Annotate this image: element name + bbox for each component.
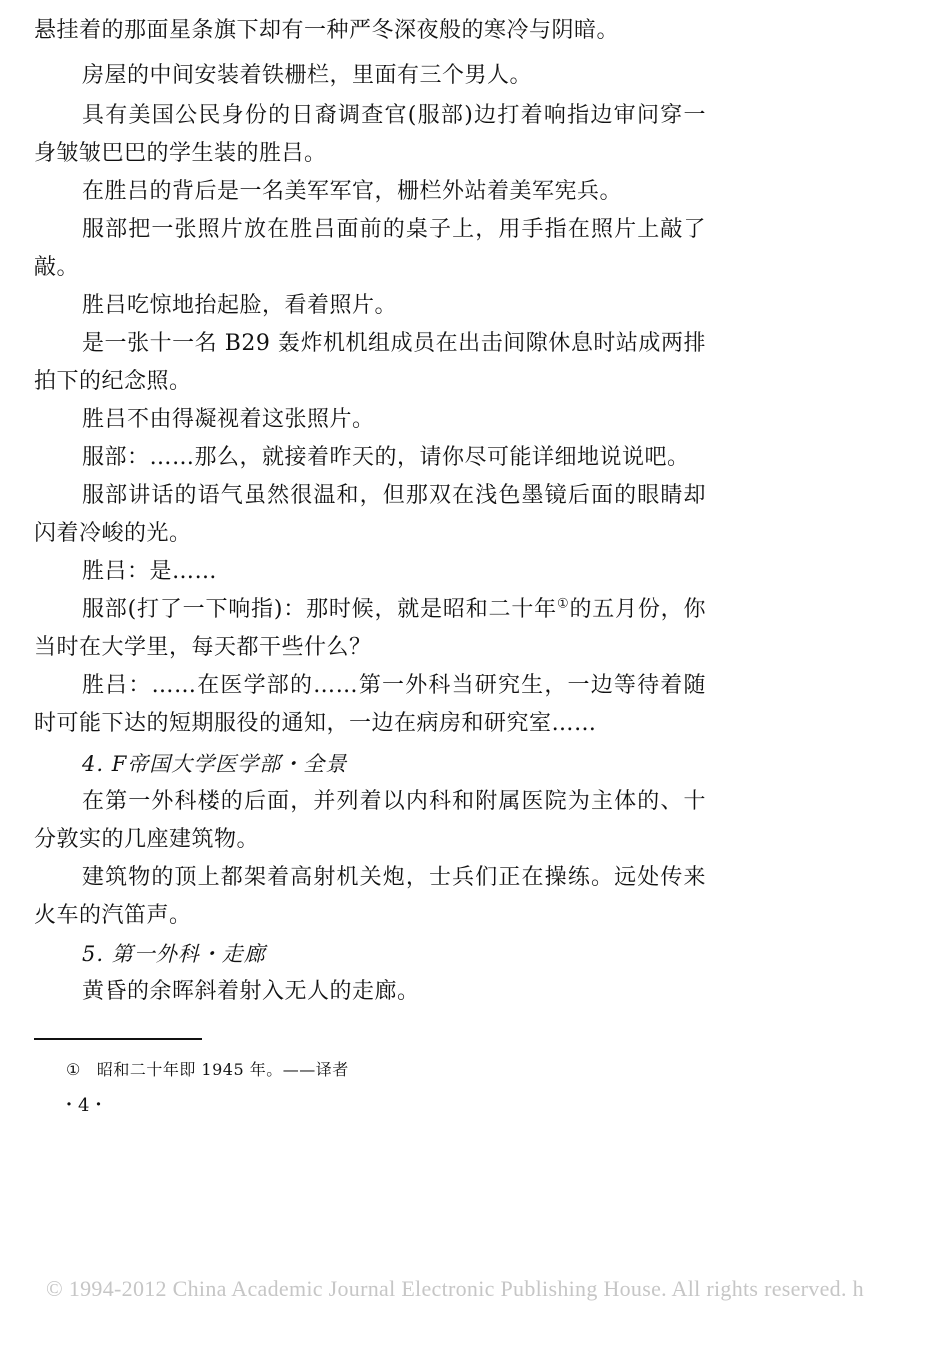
paragraph-suguro-yes: 胜吕：是…… [82,559,218,584]
paragraph-antiaircraft: 建筑物的顶上都架着高射机关炮，士兵们正在操练。远处传来火车的汽笛声。 [34,865,706,928]
footnote-mark: ① [66,1060,81,1079]
paragraph-hattori-line2-before: 服部(打了一下响指)：那时候，就是昭和二十年 [82,597,557,622]
paragraph-b29-photo: 是一张十一名 B29 轰炸机机组成员在出击间隙休息时站成两排拍下的纪念照。 [34,331,706,394]
paragraph-hattori-line1: 服部：……那么，就接着昨天的，请你尽可能详细地说说吧。 [82,445,690,470]
paragraph-looks-up: 胜吕吃惊地抬起脸，看着照片。 [82,293,398,318]
footnote-reference-mark: ① [556,596,570,612]
scene-heading-5: 5. 第一外科・走廊 [82,942,266,966]
paragraph-hattori-tone: 服部讲话的语气虽然很温和，但那双在浅色墨镜后面的眼睛却闪着冷峻的光。 [34,483,706,546]
copyright-watermark: © 1994-2012 China Academic Journal Electronic Publishing House. All rights reserved. h [46,1276,864,1301]
paragraph-hattori-line2 [34,591,706,667]
scene-heading-4: 4. F帝国大学医学部・全景 [82,752,348,776]
paragraph-hattori-line2-after: 的五月份，你当时在大学里，每天都干些什么？ [34,597,706,660]
paragraph-cell: 房屋的中间安装着铁栅栏，里面有三个男人。 [82,63,533,88]
footnote-divider [34,1038,202,1040]
footnote [66,1058,349,1082]
paragraph-photo-desk: 服部把一张照片放在胜吕面前的桌子上，用手指在照片上敲了敲。 [34,217,706,280]
paragraph-flag: 悬挂着的那面星条旗下却有一种严冬深夜般的寒冷与阴暗。 [34,18,620,43]
footnote-text: 昭和二十年即 1945 年。——译者 [96,1060,349,1079]
paragraph-suguro-answer: 胜吕：……在医学部的……第一外科当研究生，一边等待着随时可能下达的短期服役的通知，一边在病房和研究室…… [34,673,706,736]
paragraph-sunset: 黄昏的余晖斜着射入无人的走廊。 [82,979,420,1004]
paragraph-buildings: 在第一外科楼的后面，并列着以内科和附属医院为主体的、十分敦实的几座建筑物。 [34,789,706,852]
paragraph-officer: 在胜吕的背后是一名美军军官，栅栏外站着美军宪兵。 [82,179,623,204]
paragraph-interrogator: 具有美国公民身份的日裔调查官(服部)边打着响指边审问穿一身皱皱巴巴的学生装的胜吕。 [34,103,706,166]
paragraph-stares: 胜吕不由得凝视着这张照片。 [82,407,375,432]
page-number: ・4・ [60,1095,108,1116]
